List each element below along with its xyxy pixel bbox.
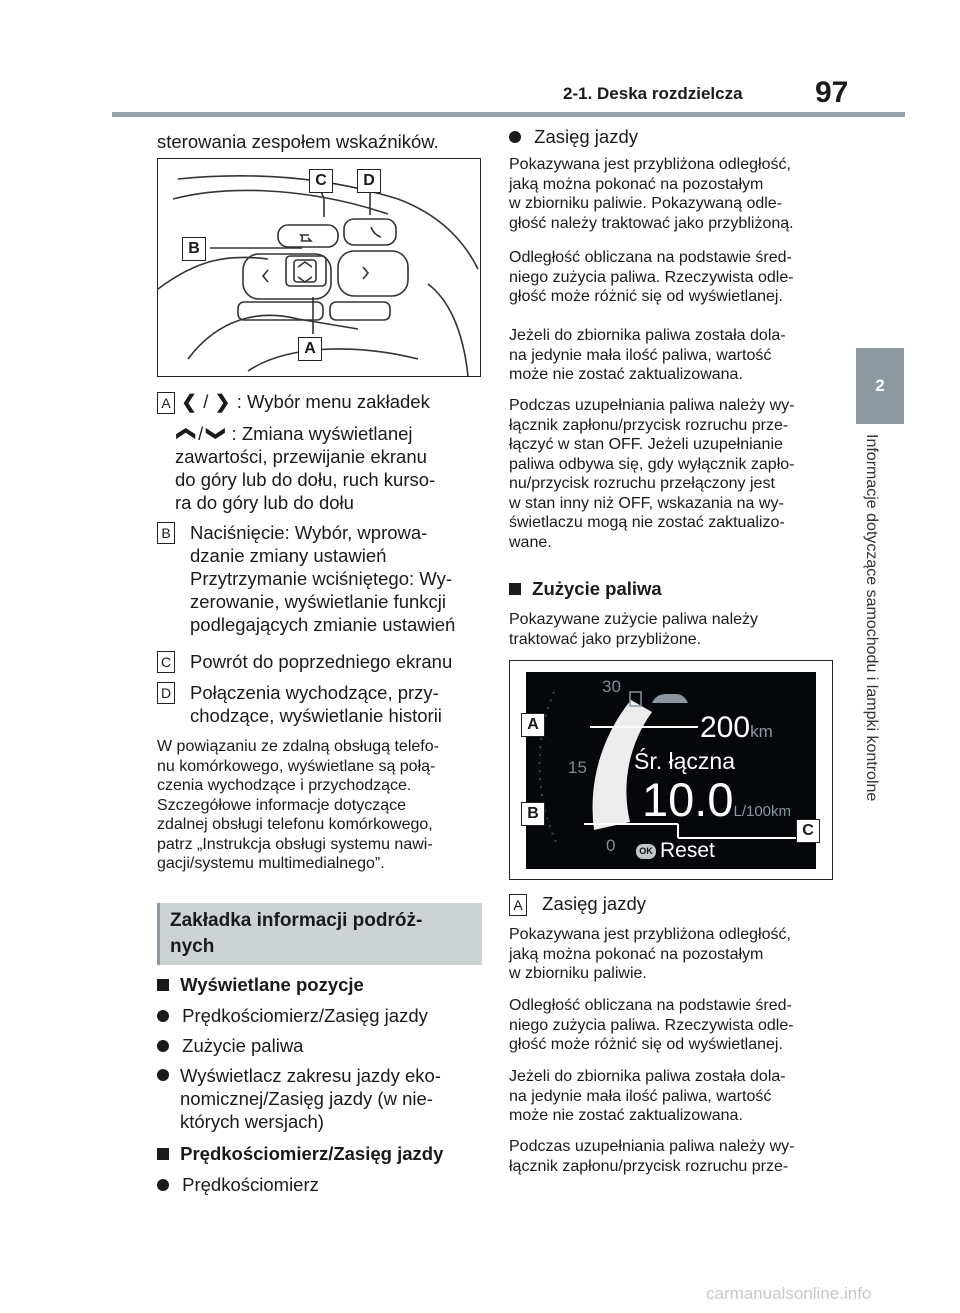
- line: w zbiorniku paliwie.: [509, 965, 647, 982]
- subheading-text: Zużycie paliwa: [532, 578, 662, 599]
- item-d: [157, 681, 487, 727]
- letter-a-box: A: [509, 894, 527, 916]
- line: chodzące, wyświetlanie historii: [190, 705, 442, 726]
- line: zerowanie, wyświetlanie funkcji: [190, 591, 447, 612]
- subheading-items: [157, 973, 364, 996]
- instrument-display: [526, 672, 816, 869]
- line: niego zużycia paliwa. Rzeczywista odle-: [509, 268, 794, 286]
- paragraph: [509, 610, 839, 649]
- bullet-item: [157, 1004, 428, 1027]
- line: może nie zostać zaktualizowana.: [509, 366, 743, 383]
- line: zdalnej obsługi telefonu komórkowego,: [157, 816, 433, 833]
- round-bullet-icon: [157, 1040, 169, 1052]
- line: Jeżeli do zbiornika paliwa została dola-: [509, 327, 786, 344]
- item-a: [157, 390, 487, 514]
- line: Jeżeli do zbiornika paliwa została dola-: [509, 1068, 786, 1085]
- callout-a: A: [298, 337, 322, 361]
- line: głość należy traktować jako przybliżoną.: [509, 214, 794, 232]
- line: Odległość obliczana na podstawie śred-: [509, 249, 792, 266]
- section-heading: [157, 903, 482, 965]
- line: których wersjach): [180, 1111, 324, 1132]
- square-bullet-icon: [157, 1148, 169, 1160]
- letter-b-box: B: [157, 522, 175, 544]
- reset-label: Reset: [660, 839, 715, 862]
- line: czenia wychodzące i przychodzące.: [157, 777, 412, 794]
- phone-note: [157, 737, 487, 874]
- paragraph: [509, 1067, 839, 1126]
- header-rule: [112, 112, 905, 117]
- line: w stan inny niż OFF, wskazania na wy-: [509, 494, 784, 512]
- bullet-text: Zużycie paliwa: [182, 1035, 304, 1056]
- separator: /: [198, 423, 204, 444]
- range-unit: km: [750, 722, 773, 741]
- round-bullet-icon: [157, 1069, 169, 1081]
- letter-c-box: C: [157, 651, 175, 673]
- line: łączyć w stan OFF. Jeżeli uzupełnianie: [509, 436, 783, 453]
- line: W powiązaniu ze zdalną obsługą telefo-: [157, 738, 439, 755]
- line: jaką można pokonać na pozostałym: [509, 945, 764, 963]
- line: dzanie zmiany ustawień: [190, 545, 387, 566]
- range-readout: [700, 711, 773, 745]
- heading-line: nych: [170, 936, 215, 957]
- heading-line: Zakładka informacji podróż-: [170, 910, 423, 931]
- line: na jedynie mała ilość paliwa, wartość: [509, 1087, 772, 1105]
- paragraph: [509, 155, 839, 233]
- scale-15: 15: [568, 758, 587, 777]
- line: głość może różnić się od wyświetlanej.: [509, 1036, 783, 1053]
- line: w zbiorniku paliwie. Pokazywaną odle-: [509, 195, 783, 212]
- display-figure: [509, 660, 833, 880]
- paragraph: [509, 396, 839, 552]
- paragraph: [509, 326, 839, 385]
- subheading-text: Wyświetlane pozycje: [180, 974, 364, 995]
- callout-c: C: [796, 819, 820, 843]
- line: Przytrzymanie wciśniętego: Wy-: [190, 568, 452, 589]
- line: Podczas uzupełniania paliwa należy wy-: [509, 397, 795, 414]
- line: paliwa odbywa się, gdy wyłącznik zapło-: [509, 455, 795, 473]
- paragraph: [509, 996, 839, 1055]
- line: Naciśnięcie: Wybór, wprowa-: [190, 522, 428, 543]
- line: Pokazywana jest przybliżona odległość,: [509, 926, 791, 943]
- line: Szczegółowe informacje dotyczące: [157, 796, 407, 814]
- car-icon: [652, 694, 688, 703]
- item-b: [157, 521, 487, 636]
- line: podlegających zmianie ustawień: [190, 614, 456, 635]
- item-a-text-2: : Zmiana wyświetlanej: [231, 423, 413, 444]
- square-bullet-icon: [157, 979, 169, 991]
- line: głość może różnić się od wyświetlanej.: [509, 288, 783, 305]
- chapter-title: Informacje dotyczące samochodu i lampki kontrolne: [863, 434, 880, 802]
- line: niego zużycia paliwa. Rzeczywista odle-: [509, 1016, 794, 1034]
- round-bullet-icon: [509, 131, 521, 143]
- bullet-item: [157, 1173, 319, 1196]
- page-number: 97: [815, 76, 849, 109]
- item-a-text: Zasięg jazdy: [542, 893, 646, 914]
- line: wane.: [509, 533, 552, 551]
- round-bullet-icon: [157, 1179, 169, 1191]
- chevron-left-icon: ❮: [181, 391, 197, 412]
- subheading-speed: [157, 1142, 443, 1165]
- line: zawartości, przewijanie ekranu: [175, 446, 427, 467]
- letter-a-box: A: [157, 392, 175, 414]
- item-c: [157, 650, 487, 673]
- separator: /: [203, 391, 209, 412]
- letter-d-box: D: [157, 682, 175, 704]
- callout-c: C: [309, 169, 333, 193]
- chevron-up-icon: ❯: [173, 425, 195, 442]
- intro-text: sterowania zespołem wskaźników.: [157, 131, 439, 152]
- section-title: 2-1. Deska rozdzielcza: [563, 84, 743, 103]
- consumption-unit: L/100km: [733, 803, 792, 820]
- consumption-value: 10.0: [642, 773, 734, 826]
- item-a-desc: [157, 445, 487, 514]
- line: Podczas uzupełniania paliwa należy wy-: [509, 1138, 795, 1155]
- line: gacji/systemu multimedialnego”.: [157, 855, 385, 872]
- subheading-fuel: [509, 577, 662, 600]
- line: nu/przycisk rozruchu przełączony jest: [509, 475, 775, 492]
- chapter-number: 2: [875, 376, 885, 395]
- round-bullet-icon: [157, 1010, 169, 1022]
- line: może nie zostać zaktualizowana.: [509, 1107, 743, 1124]
- ok-badge: OK: [639, 846, 653, 856]
- line: łącznik zapłonu/przycisk rozruchu prze-: [509, 416, 789, 434]
- chevron-down-icon: ❯: [206, 425, 228, 442]
- bullet-text: Zasięg jazdy: [534, 126, 638, 147]
- paragraph: [509, 925, 839, 984]
- watermark: carmanualsonline.info: [706, 1284, 872, 1303]
- line: na jedynie mała ilość paliwa, wartość: [509, 346, 772, 364]
- range-value: 200: [700, 711, 751, 744]
- line: Pokazywana jest przybliżona odległość,: [509, 156, 791, 173]
- bullet-text: Prędkościomierz: [182, 1174, 319, 1195]
- paragraph: [509, 1137, 839, 1176]
- line: świetlaczu mogą nie zostać zaktualizo-: [509, 514, 785, 531]
- line: do góry lub do dołu, ruch kurso-: [175, 469, 436, 490]
- consumption-readout: [642, 773, 792, 836]
- scale-0: 0: [606, 836, 616, 855]
- callout-d: D: [357, 169, 381, 193]
- subheading-text: Prędkościomierz/Zasięg jazdy: [180, 1143, 444, 1164]
- line: łącznik zapłonu/przycisk rozruchu prze-: [509, 1157, 789, 1175]
- line: Wyświetlacz zakresu jazdy eko-: [180, 1065, 441, 1086]
- steering-switch-figure: [157, 158, 481, 377]
- line: jaką można pokonać na pozostałym: [509, 175, 764, 193]
- line: nomicznej/Zasięg jazdy (w nie-: [180, 1088, 433, 1109]
- line: Powrót do poprzedniego ekranu: [190, 651, 453, 672]
- line: nu komórkowego, wyświetlane są połą-: [157, 757, 436, 775]
- scale-30: 30: [602, 677, 621, 696]
- line: Połączenia wychodzące, przy-: [190, 682, 439, 703]
- mode-label: Śr. łączna: [634, 748, 735, 774]
- line: Pokazywane zużycie paliwa należy: [509, 611, 759, 628]
- bullet-text: Prędkościomierz/Zasięg jazdy: [182, 1005, 428, 1026]
- bullet-item: [157, 1034, 303, 1057]
- square-bullet-icon: [509, 583, 521, 595]
- line: ra do góry lub do dołu: [175, 492, 354, 513]
- bullet-range: [509, 125, 638, 148]
- line: traktować jako przybliżone.: [509, 630, 702, 648]
- chevron-right-icon: ❯: [214, 391, 231, 412]
- bullet-item: [157, 1064, 487, 1133]
- item-a-range: [509, 892, 646, 916]
- callout-b: B: [182, 237, 206, 261]
- item-a-text: : Wybór menu zakładek: [236, 391, 430, 412]
- line: Odległość obliczana na podstawie śred-: [509, 997, 792, 1014]
- callout-a: A: [521, 713, 545, 737]
- paragraph: [509, 248, 839, 307]
- line: patrz „Instrukcja obsługi systemu nawi-: [157, 835, 433, 853]
- callout-b: B: [521, 802, 545, 826]
